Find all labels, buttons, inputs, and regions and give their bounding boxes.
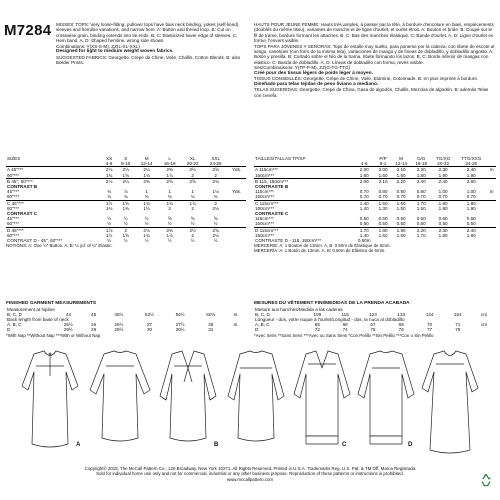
yardage-value: 1.70 xyxy=(411,200,431,206)
size-code: L xyxy=(168,156,171,161)
yardage-value: 2⅛ xyxy=(212,232,219,238)
yardage-value: ½ xyxy=(213,238,218,244)
length-value: 71 xyxy=(455,322,461,328)
yardage-value: 1.90 xyxy=(391,227,411,233)
yardage-value: 0.70 xyxy=(378,194,388,200)
yardage-value: ½ xyxy=(167,238,172,244)
row-label: CONTRAST C xyxy=(7,211,38,217)
yardage-value: ½ xyxy=(213,221,218,227)
row-label: 150cm*** xyxy=(255,232,275,238)
view-tag-d: D xyxy=(408,442,413,448)
length-value: 74 xyxy=(342,327,348,333)
top-view-b-back-drawing xyxy=(228,351,284,441)
yardage-value: 2.40 xyxy=(431,178,455,184)
row-label: 60"*** xyxy=(7,232,20,238)
row-label: CONTRASTE D - 115, 150cm*** xyxy=(255,238,322,244)
size-code: XL xyxy=(189,156,196,161)
yardage-value: 0.60 xyxy=(466,216,476,222)
yardage-value: ½ xyxy=(144,221,149,227)
length-value: 29 xyxy=(91,327,97,333)
size-number: 4-6 xyxy=(360,161,368,167)
view-tag-a: A xyxy=(76,442,81,448)
yardage-value: 0.50 xyxy=(396,221,406,227)
yardage-value: 0.70 xyxy=(416,194,426,200)
length-value: 77 xyxy=(426,327,433,333)
yardage-value: 2.40 xyxy=(411,178,431,184)
size-number: 12-14 xyxy=(395,161,407,167)
yardage-value: ½ xyxy=(167,221,172,227)
yardage-value: 0.50 xyxy=(359,221,369,227)
length-value: 65 xyxy=(314,322,320,328)
size-code: XXL xyxy=(211,156,220,161)
yardage-value: 1.60 xyxy=(359,172,369,178)
yardage-value: ½ xyxy=(144,238,149,244)
length-value: 30½ xyxy=(175,327,185,333)
description-es: TOPS PARA JÓVENES Y SEÑORAS: Tops de entalle muy suelto, para ponerse por la cabeza, con ribete de escote al sesgo, canesúes (con forro de la misma tela), variaciones de manga y de líneas de dobladillo, y dobladillo angosto. A: Botón y presilla. B: Cortado sobre el hilo de la trama, ribete formando los lazos. B, C: Borde inferior de mangas con elástico. C: Banda de dobladillo. A, D: Líneas de dobladillo con forma, revés visible. xyxy=(254,43,495,65)
yardage-value: 1.60 xyxy=(391,200,411,206)
hip-value: 60½ xyxy=(206,311,216,317)
hip-value: 109 xyxy=(313,311,322,317)
row-label: C 45"*** xyxy=(6,200,102,206)
yardage-value: 1.30 xyxy=(378,205,388,211)
row-label: C 115cm*** xyxy=(254,200,353,206)
yardage-value: 0.80 xyxy=(416,189,426,195)
yardage-value: ½ xyxy=(190,238,195,244)
yardage-value: 1.80 xyxy=(431,200,455,206)
combinations-fr: Ses/Combinaisons: Y(TP-P-M), ZZ(G-TG-TTG) xyxy=(254,65,351,71)
yardage-value: 1.70 xyxy=(353,227,375,233)
row-label: 60"*** xyxy=(7,194,20,200)
top-view-a-drawing xyxy=(22,351,81,448)
size-code: G/G xyxy=(416,156,426,161)
size-number: 20-22 xyxy=(186,161,199,167)
row-label: 115cm*** xyxy=(255,189,274,195)
intro-english xyxy=(56,22,246,65)
length-value: 70 xyxy=(426,322,433,328)
yardage-value: 1.80 xyxy=(416,172,426,178)
garment-back-views xyxy=(4,346,496,464)
length-value: 67 xyxy=(370,322,376,328)
yardage-value: 2⅜ xyxy=(135,178,158,184)
yardage-value: 2.40 xyxy=(455,227,487,233)
copyright-footer xyxy=(6,466,494,482)
view-label: D xyxy=(7,327,11,333)
length-value: 66 xyxy=(342,322,348,328)
size-number: 8-10 xyxy=(121,161,131,167)
yardage-value: 1⅞ xyxy=(166,172,173,178)
sizes-label: TAILLES/TALLAS TP/XP xyxy=(255,156,306,161)
unit-cell: m xyxy=(487,167,496,173)
recycle-icon xyxy=(478,472,494,488)
yardage-value: 2.20 xyxy=(391,178,411,184)
yardage-value: 2 xyxy=(191,205,194,211)
yardage-value: ½ xyxy=(107,221,112,227)
yardage-table-english xyxy=(6,156,246,248)
yardage-value: 1⅞ xyxy=(166,232,173,238)
measurements-english xyxy=(6,301,246,338)
intro-french-spanish xyxy=(254,22,496,98)
yardage-value: 1⅞ xyxy=(102,227,116,233)
hip-value: 43 xyxy=(65,311,71,317)
pattern-number: M7284 xyxy=(4,22,52,39)
unit-cell: Yds. xyxy=(227,167,246,173)
yardage-value: 1 xyxy=(191,189,194,195)
row-label: 150cm*** xyxy=(255,221,275,227)
yardage-value: 2½ xyxy=(181,227,204,233)
nap-footnote-fr: *Avec Sens **Sans Sens ***Avec ou Sans Sens *Con Pelillo **Sin Pelillo ***Con o Sin Pelillo xyxy=(254,332,434,338)
yardage-value: 0.50 xyxy=(359,216,369,222)
fabrics-heading-es: Diseñado para telas tejidas de peso liviano a mediano. xyxy=(254,81,379,87)
length-value: 72 xyxy=(314,327,320,333)
yardage-value: ⅞ xyxy=(123,189,128,195)
size-code: M xyxy=(144,156,149,161)
row-label: A 115cm*** xyxy=(254,167,353,173)
yardage-value: 1¾ xyxy=(158,200,181,206)
yardage-value: 2 xyxy=(214,172,217,178)
hip-views: B, C, D xyxy=(255,311,270,317)
top-view-c-back-drawing xyxy=(358,351,414,444)
yardage-value: 2.20 xyxy=(411,227,431,233)
size-number: 8-1 xyxy=(379,161,387,167)
yardage-value: 2 xyxy=(116,227,135,233)
top-view-c-drawing xyxy=(294,351,350,444)
yardage-value: 2.10 xyxy=(375,178,391,184)
length-value: 29½ xyxy=(63,327,73,333)
yardage-value: 1.60 xyxy=(396,232,406,238)
measurements-metric xyxy=(254,301,496,338)
yardage-value: 2 xyxy=(191,232,194,238)
hip-value: 52½ xyxy=(145,311,154,317)
yardage-value: ¾ xyxy=(190,194,195,200)
row-label: D 115cm*** xyxy=(254,227,353,233)
length-value: cm xyxy=(480,322,488,328)
view-label: A, B, C xyxy=(7,322,22,328)
yardage-value: 0.60 xyxy=(438,216,448,222)
yardage-value: 0.50 xyxy=(416,221,426,227)
notions-es: MERCERÍA: A: 1 Botón de 13mm. A, B: 0.50m de Elástico de 6mm. xyxy=(254,248,386,254)
size-code: XS xyxy=(106,156,113,161)
length-value: 75 xyxy=(370,327,376,333)
unit-cell: m xyxy=(489,189,494,195)
yardage-value: 0.50 xyxy=(378,221,388,227)
yardage-value: 1¾ xyxy=(105,172,113,178)
row-label: B 115, 150cm*** xyxy=(254,178,353,184)
row-label: 150cm*** xyxy=(255,194,275,200)
copyright-text: Copyright© 2015, The McCall Pattern Co., 120 Broadway, New York 10271. All Rights Reserved. Printed in U.S.A. Trademarks Reg. U.S. Pat. & TM Off. Marca Registrada xyxy=(84,466,416,471)
yardage-value: 2⅛ xyxy=(116,167,135,173)
yardage-value: 2.30 xyxy=(431,227,455,233)
hip-value: 115 xyxy=(341,311,349,317)
yardage-value: ½ xyxy=(123,238,128,244)
unit-cell xyxy=(487,233,496,238)
back-length-label: Back length from base of neck xyxy=(7,317,69,322)
hip-value: In. xyxy=(233,311,239,317)
website-link[interactable]: www.mccallpattern.com xyxy=(226,476,274,482)
unit-cell: Yds. xyxy=(231,189,242,195)
yardage-value: 1.70 xyxy=(416,232,426,238)
yardage-value: 2.00 xyxy=(375,167,391,173)
yardage-value: 0.50m xyxy=(357,238,371,244)
yardage-value: 1½ xyxy=(105,232,113,238)
yardage-value: 0.70 xyxy=(359,189,369,195)
yardage-value: 1.90 xyxy=(466,205,476,211)
yardage-value: 2⅝ xyxy=(158,178,181,184)
yardage-value: ½ xyxy=(107,238,112,244)
row-label: 45"*** xyxy=(7,216,20,222)
home-use-notice: Sold for individual home use only and not for commercial, industrial or any other business purpose. Reproduction of these patterns or instructions is prohibited. xyxy=(96,471,404,477)
yardage-value: 2.00 xyxy=(353,167,375,173)
view-label: A, B, C xyxy=(255,322,270,328)
yardage-value: 2⅝ xyxy=(204,227,227,233)
yardage-value: 1.90 xyxy=(466,232,476,238)
fabrics-en: SUGGESTED FABRICS: Georgette, Crepe de Chine, Voile, Challis, Cotton Blends. B: also Border Prints. xyxy=(56,54,241,66)
size-number: 12-14 xyxy=(140,161,153,167)
size-code: TG/XG xyxy=(435,156,451,161)
length-value: 28 xyxy=(208,322,214,328)
row-label: 45"*** xyxy=(7,189,20,195)
length-value: 79 xyxy=(455,327,461,333)
yardage-value: ½ xyxy=(144,216,149,222)
fabrics-fr: TISSUS CONSEILLÉS: Georgette, Crêpe de Chine, Voile, Etamine, Cotonnade. B: en plus imprimé à bordure. xyxy=(254,76,479,82)
yardage-value: 1.40 xyxy=(353,200,375,206)
yardage-value: 1.40 xyxy=(359,232,369,238)
row-label: 115cm*** xyxy=(255,216,274,222)
fabrics-heading-en: Designed for light to medium weight woven fabrics. xyxy=(56,49,174,55)
yardage-value: 1⅝ xyxy=(122,232,129,238)
view-label: D xyxy=(255,327,259,333)
yardage-value: ¾ xyxy=(107,194,112,200)
yardage-value: 1.50 xyxy=(396,205,406,211)
fabrics-es: TELAS SUGERIDAS: Georgette, Crepé de China, Gasa de algodón, Challis, Mezclas de algodón. B: además Telas con cenefa. xyxy=(254,87,489,98)
yardage-value: 1.60 xyxy=(378,172,388,178)
yardage-value: 2 xyxy=(204,200,227,206)
yardage-value: 0.80 xyxy=(378,189,388,195)
row-label: B 45", 60"*** xyxy=(6,178,102,184)
yardage-value: 2.30 xyxy=(431,167,455,173)
top-view-a-back-drawing xyxy=(90,351,150,441)
row-label: CONTRASTE B xyxy=(255,184,289,190)
size-number: 24-26 xyxy=(465,161,478,167)
yardage-value: 1 xyxy=(168,189,171,195)
measurements-title-fr: MESURES DU VÊTEMENT FINI/MEDIDAS DE LA PRENDA ACABADA xyxy=(254,301,410,306)
yardage-value: ¾ xyxy=(107,189,112,195)
size-number: 20-22 xyxy=(437,161,450,167)
hip-label: Measurement at hipline xyxy=(7,306,55,312)
length-value: 26½ xyxy=(114,322,124,328)
length-value: 25½ xyxy=(63,322,73,328)
yardage-value: 0.60 xyxy=(416,216,426,222)
size-number: 16-18 xyxy=(415,161,428,167)
length-value: 26 xyxy=(91,322,97,328)
yardage-value: 1.50 xyxy=(378,232,388,238)
yardage-value: 1.90 xyxy=(438,172,448,178)
hip-value: 154 xyxy=(453,311,462,317)
yardage-value: 2⅜ xyxy=(158,227,181,233)
fabrics-heading-fr: Créé pour des tissus légers de poids léger à moyen. xyxy=(254,70,373,76)
view-tag-b: B xyxy=(214,442,219,448)
size-code: P/P xyxy=(379,156,387,161)
row-label: CONTRASTE C xyxy=(255,211,289,217)
yardage-value: 2⅛ xyxy=(102,167,116,173)
yardage-value: 1¾ xyxy=(143,232,150,238)
yardage-value: ⅝ xyxy=(213,216,218,222)
row-label: 60"*** xyxy=(7,205,20,211)
sizes-label: SIZES xyxy=(7,156,21,161)
yardage-value: ¾ xyxy=(213,194,218,200)
yardage-value: ⅝ xyxy=(167,216,172,222)
yardage-value: ¾ xyxy=(123,194,128,200)
yardage-value: ¾ xyxy=(144,194,149,200)
hip-value: 144 xyxy=(425,311,434,317)
yardage-value: ½ xyxy=(123,221,128,227)
row-label: 150cm*** xyxy=(255,172,275,178)
yardage-value: 2¼ xyxy=(135,167,158,173)
yardage-value: 2⅛ xyxy=(212,205,219,211)
description-fr: HAUTS POUR JEUNE FEMME: Hauts très amples, à passer par la tête, à bordure d'encolure en biais, empiècements (doublés du même tissu), variantes de manche et de ligne d'ourlet, et ourlet étroit. A: Bouton et bride. B: Coupé sur le fil de trame, bordure formant les attaches. B, C: Bas des manches élastiqué. C: Bande d'ourlet. A, D: Ligne d'ourlet en forme, l'envers visible. xyxy=(254,22,494,44)
size-code: M xyxy=(399,156,403,161)
view-tag-c: C xyxy=(342,442,347,448)
yardage-value: 1½ xyxy=(143,205,150,211)
size-code: S xyxy=(124,156,128,161)
yardage-value: 1⅝ xyxy=(116,200,135,206)
yardage-value: 0.70 xyxy=(466,194,476,200)
yardage-value: 0.70 xyxy=(359,194,369,200)
yardage-value: 2 xyxy=(168,205,171,211)
length-value: 30 xyxy=(146,327,153,333)
hip-value: 48½ xyxy=(114,311,124,317)
length-value: 69 xyxy=(398,322,404,328)
yardage-value: ½ xyxy=(107,216,112,222)
size-number: 24-26 xyxy=(209,161,222,167)
yardage-value: 2⅜ xyxy=(158,167,181,173)
hip-value: 123 xyxy=(369,311,377,317)
hip-value: 133 xyxy=(397,311,406,317)
length-value: 76 xyxy=(398,327,404,333)
hip-value: 45 xyxy=(91,311,97,317)
row-label: D 45"*** xyxy=(6,227,102,233)
row-label: CONTRAST B xyxy=(7,184,38,190)
yardage-value: 1⅞ xyxy=(181,200,204,206)
hip-value: cm xyxy=(480,311,488,317)
yardage-value: 1.00 xyxy=(438,189,448,195)
yardage-value: 0.50 xyxy=(378,216,388,222)
combinations-en: Combinations: Y(XS-S-M), ZZ(L-XL-XXL) xyxy=(56,43,140,49)
hip-views: B, C, D xyxy=(7,311,22,317)
top-view-d-drawing xyxy=(422,351,478,453)
yardage-value: 1½ xyxy=(102,200,116,206)
yardage-value: 1 xyxy=(145,189,148,195)
yardage-value: 1⅛ xyxy=(212,189,219,195)
yardage-value: 2½ xyxy=(181,167,204,173)
yardage-value: 2.20 xyxy=(411,167,431,173)
yardage-value: 2⅝ xyxy=(181,178,204,184)
top-view-b-drawing xyxy=(160,351,216,441)
yardage-value: 1⅜ xyxy=(122,205,129,211)
yardage-value: 0.50 xyxy=(466,221,476,227)
yardage-value: 1¾ xyxy=(135,200,158,206)
yardage-value: 2⅛ xyxy=(102,178,116,184)
description-en: MISSES' TOPS: Very loose-fitting, pullover tops have bias neck binding, yokes (self-lined), sleeves and hemline variations, and narrow hem. A: Button and thread loop. B: Cut on crosswise grain, binding extends into tie ends. B, C: Elasticized lower edge of sleeves. C: Hem band. A, D: Shaped hemline, wrong side shows. xyxy=(56,22,240,44)
size-number: 4-6 xyxy=(105,161,113,167)
yardage-value: 2⅛ xyxy=(135,227,158,233)
yardage-value: 2.00 xyxy=(353,178,375,184)
length-value: In. xyxy=(233,322,239,328)
yardage-value: ½ xyxy=(190,221,195,227)
row-label: A 45"*** xyxy=(6,167,102,173)
back-length-label: Longueur - dos, votre nuque à l'ourlet/Longitud - dos, la nuca al dobladillo xyxy=(255,317,405,322)
yardage-value: 2.60 xyxy=(455,178,487,184)
yardage-value: ¾ xyxy=(167,194,172,200)
notions-fr: MERCERIE: A: 1 Bouton de 13mm. A, B: 0.50m de Élastique de 6mm. xyxy=(254,243,391,249)
yardage-value: 2¼ xyxy=(116,178,135,184)
yardage-value: 1.80 xyxy=(455,200,487,206)
yardage-value: 0.50 xyxy=(396,216,406,222)
yardage-value: ⅝ xyxy=(190,216,195,222)
yardage-value: 1⅝ xyxy=(122,172,129,178)
yardage-value: 2 xyxy=(191,172,194,178)
yardage-value: 1.40 xyxy=(359,205,369,211)
yardage-value: 1.00 xyxy=(466,189,476,195)
row-label: CONTRAST D - 45", 60"*** xyxy=(7,238,63,244)
nap-footnote-en: *With Nap **Without Nap ***With or Without Nap xyxy=(6,332,101,338)
yardage-value: 1⅜ xyxy=(105,205,113,211)
yardage-value: 1.90 xyxy=(438,205,448,211)
length-value: 31 xyxy=(208,327,214,333)
yardage-value: 1.60 xyxy=(396,172,406,178)
length-value: 27 xyxy=(146,322,153,328)
yardage-value: 0.70 xyxy=(438,194,448,200)
measurements-title-en: FINISHED GARMENT MEASUREMENTS xyxy=(6,301,97,306)
row-label: 150cm*** xyxy=(255,205,275,211)
yardage-value: 1.80 xyxy=(438,232,448,238)
yardage-value: 1.80 xyxy=(375,227,391,233)
length-value: 29½ xyxy=(114,327,124,333)
yardage-value: ½ xyxy=(123,216,128,222)
notions-en: NOTIONS: A: One ½" Button. A, B: ¼ yd. of ¼" Elastic. xyxy=(6,243,113,249)
size-code: TTG/XXG xyxy=(461,156,482,161)
yardage-value: 2⅝ xyxy=(204,167,227,173)
yardage-value: 1¾ xyxy=(143,172,150,178)
yardage-value: 2¾ xyxy=(204,178,227,184)
yardage-value: 0.80 xyxy=(396,189,406,195)
length-value: 27½ xyxy=(175,322,185,328)
row-label: 60"*** xyxy=(7,172,20,178)
hip-value: 56½ xyxy=(175,311,185,317)
yardage-value: 1.50 xyxy=(375,200,391,206)
yardage-value: 1.90 xyxy=(466,172,476,178)
yardage-value: 1.50 xyxy=(416,205,426,211)
row-label: 60"*** xyxy=(7,221,20,227)
hip-label: Mesure aux hanches/Medida a las caderas xyxy=(255,306,343,312)
yardage-value: 2.40 xyxy=(455,167,487,173)
yardage-table-metric xyxy=(254,156,496,253)
size-number: 16-18 xyxy=(163,161,176,167)
yardage-value: 0.50 xyxy=(438,221,448,227)
yardage-value: 2.10 xyxy=(391,167,411,173)
yardage-value: 0.70 xyxy=(396,194,406,200)
